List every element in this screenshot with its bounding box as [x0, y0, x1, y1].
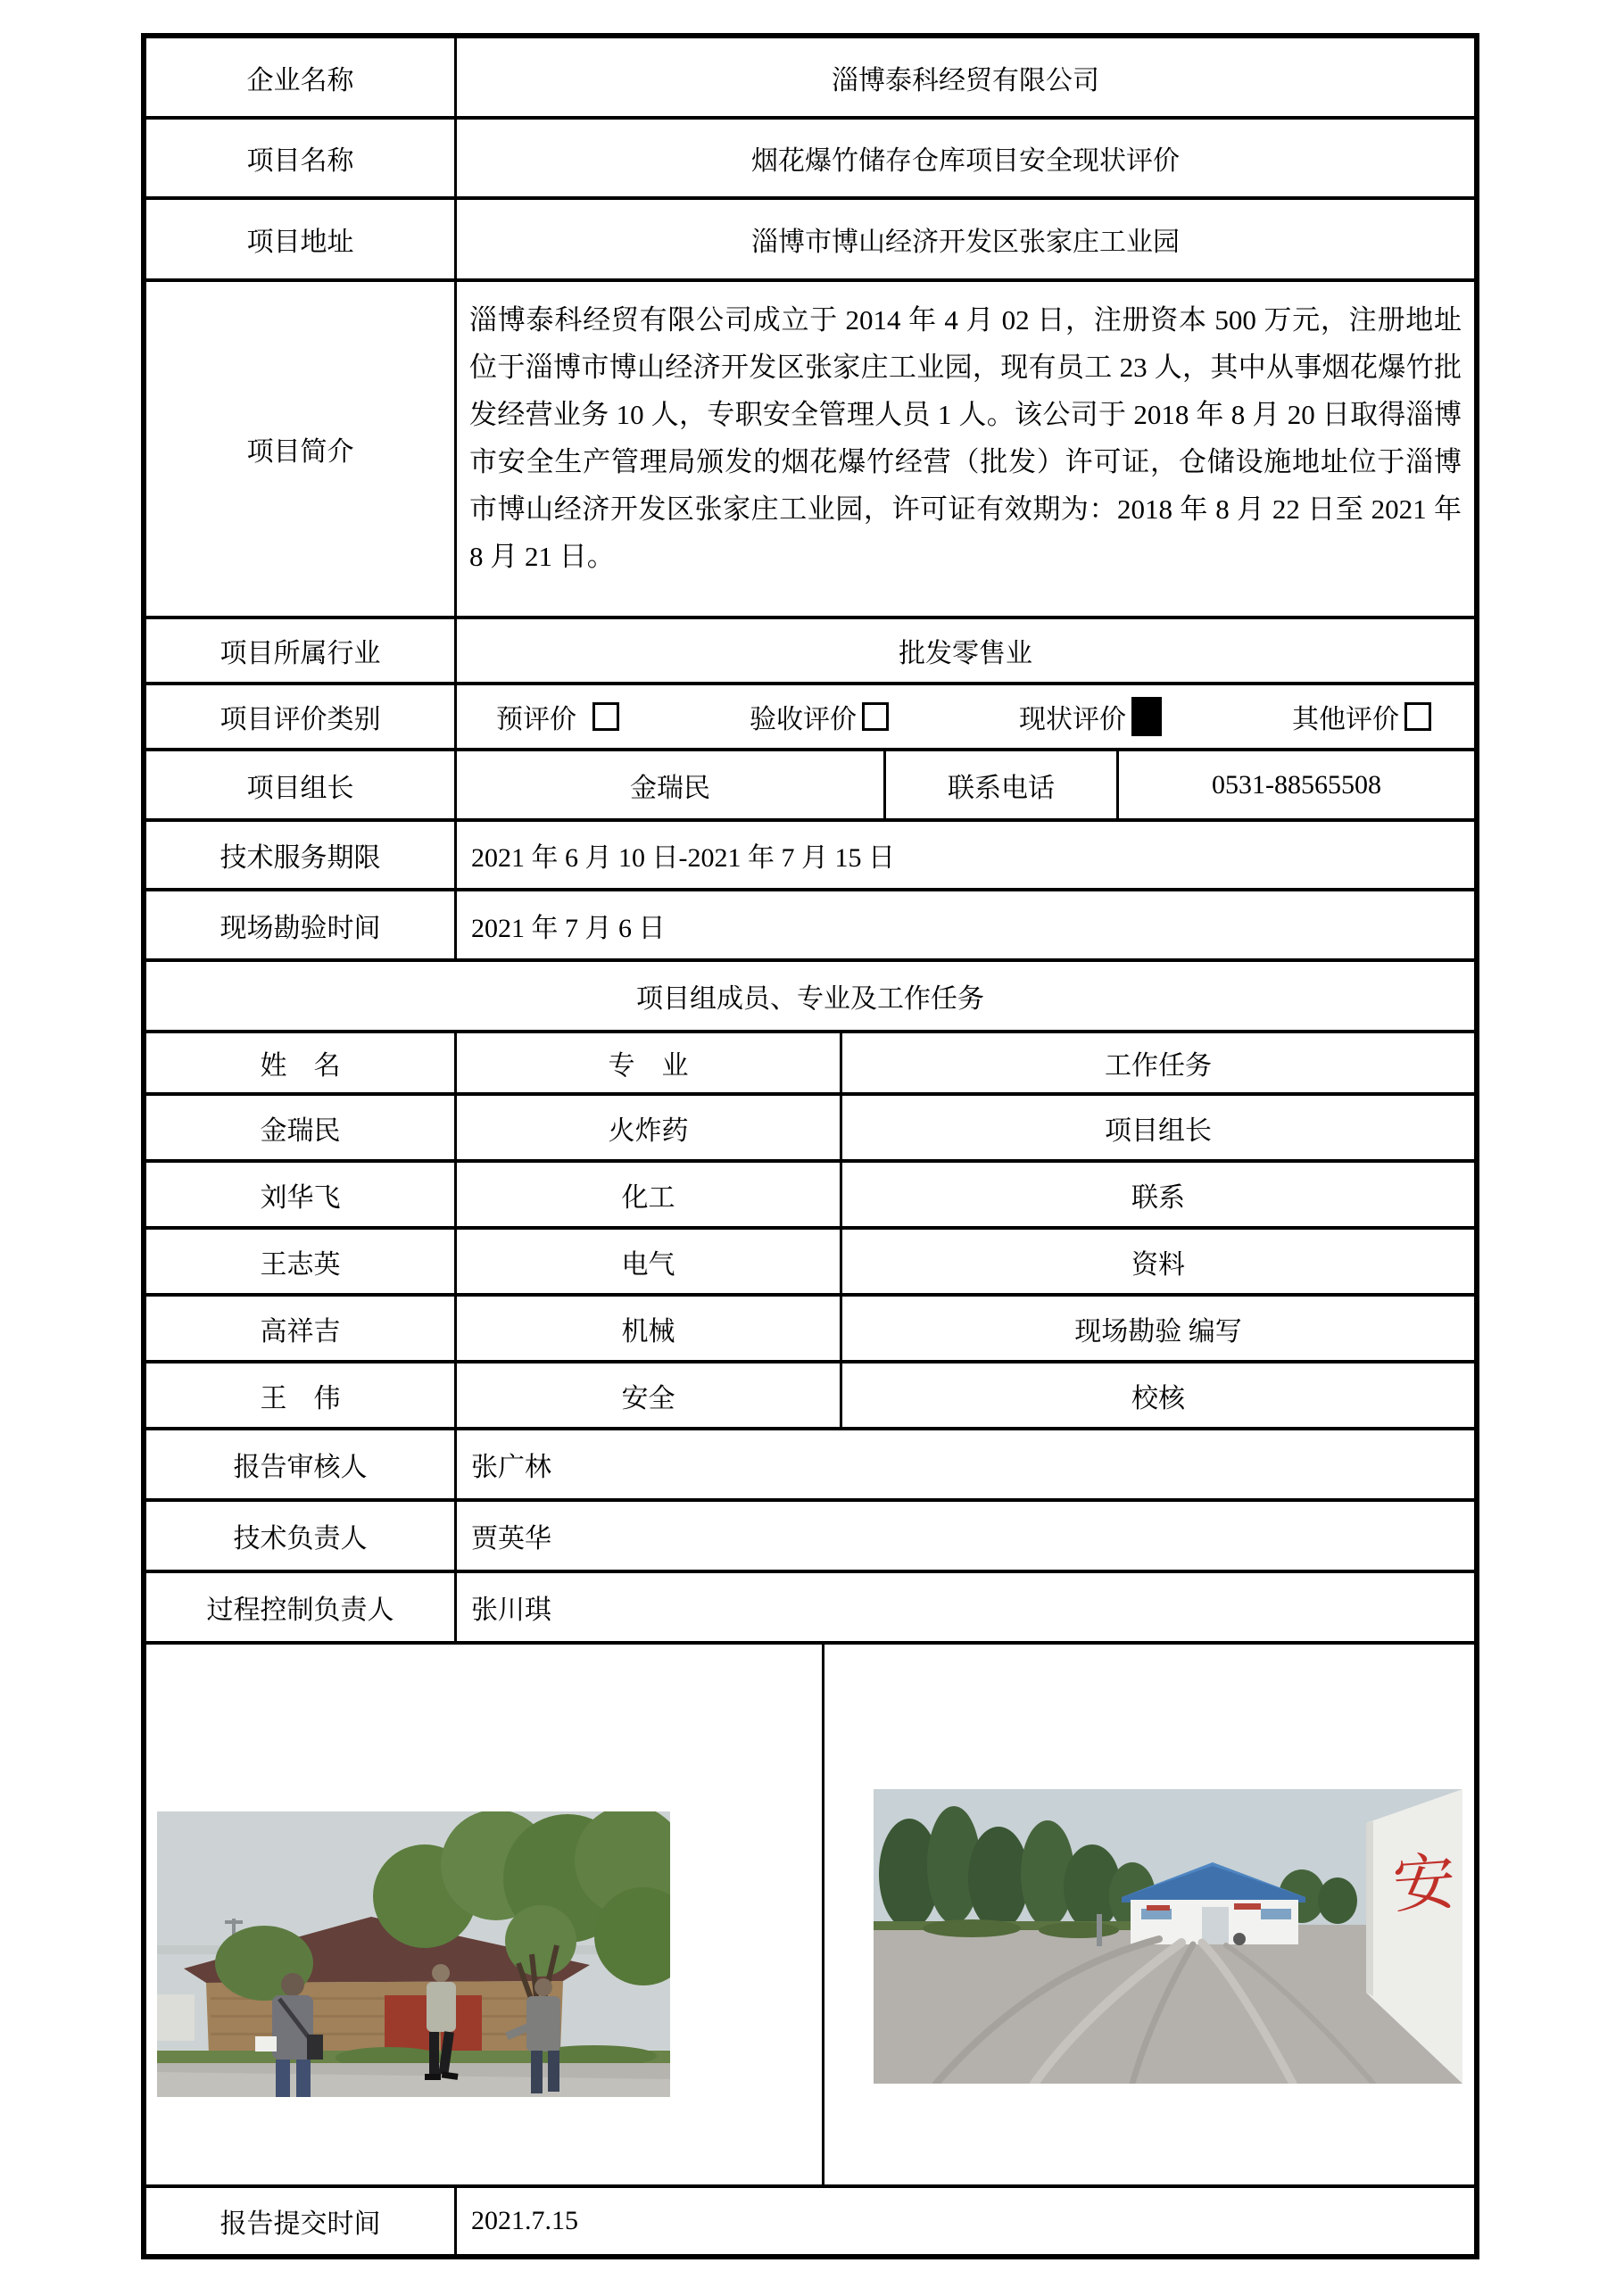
option-status-evaluation-label: 现状评价: [1019, 705, 1126, 734]
member-major: 火炸药: [454, 1096, 840, 1159]
submit-time-value: 2021.7.15: [454, 2188, 1474, 2254]
option-other-evaluation: [1292, 697, 1431, 736]
row-evaluation-category: [146, 685, 1474, 751]
report-info-table: [141, 33, 1479, 2259]
row-service-period: [146, 822, 1474, 891]
row-report-reviewer: [146, 1430, 1474, 1502]
survey-time-label: 现场勘验时间: [220, 913, 381, 943]
member-name: 王志英: [260, 1249, 341, 1280]
row-submit-time: [146, 2188, 1474, 2254]
row-project-leader: [146, 751, 1474, 822]
row-team-section-title: [146, 962, 1474, 1033]
checkbox-other-evaluation-unchecked: [1404, 702, 1431, 731]
team-section-title: 项目组成员、专业及工作任务: [636, 984, 984, 1014]
option-acceptance-evaluation: [750, 697, 889, 736]
table-row-member-2: [146, 1163, 1474, 1230]
option-pre-evaluation: [496, 697, 619, 736]
checkbox-status-evaluation-checked: [1131, 697, 1162, 736]
project-intro-paragraph: 淄博泰科经贸有限公司成立于 2014 年 4 月 02 日，注册资本 500 万元，注册地址位于淄博市博山经济开发区张家庄工业园，现有员工 23 人，其中从事烟花爆竹批发经营业务 10 人，专职安全管理人员 1 人。该公司于 2018 年 8 月 20 日取得淄博市安全生产管理局颁发的烟花爆竹经营（批发）许可证，仓储设施地址位于淄博市博山经济开发区张家庄工业园，许可证有效期为：2018 年 8 月 22 日至 2021 年 8 月 21 日。: [454, 282, 1474, 616]
member-task: 校核: [840, 1364, 1474, 1427]
member-name: 金瑞民: [260, 1115, 341, 1146]
table-row-member-3: [146, 1230, 1474, 1297]
industry-label: 项目所属行业: [220, 639, 381, 668]
row-site-photos: [146, 1645, 1474, 2188]
checkbox-pre-evaluation-unchecked: [592, 702, 619, 731]
member-major: 化工: [454, 1163, 840, 1226]
company-name-value: 淄博泰科经贸有限公司: [454, 38, 1474, 116]
option-pre-evaluation-label: 预评价: [496, 705, 576, 734]
member-major: 电气: [454, 1230, 840, 1293]
warehouse-yard-photo: [874, 1789, 1462, 2084]
wall-text-an: 安: [1390, 1848, 1458, 1921]
service-period-label: 技术服务期限: [220, 843, 381, 873]
team-header-task: 工作任务: [840, 1033, 1474, 1092]
technical-lead-value: 贾英华: [454, 1502, 1474, 1570]
option-acceptance-evaluation-label: 验收评价: [750, 705, 857, 734]
project-leader-label: 项目组长: [246, 773, 354, 803]
member-name: 刘华飞: [260, 1182, 341, 1213]
row-project-address: [146, 200, 1474, 282]
site-photo-cell-left: [146, 1645, 822, 2184]
member-task: 资料: [840, 1230, 1474, 1293]
submit-time-label: 报告提交时间: [220, 2209, 381, 2239]
site-photo-cell-right: [822, 1645, 1474, 2184]
evaluation-category-label: 项目评价类别: [220, 705, 381, 734]
team-header-major: 专 业: [454, 1033, 840, 1092]
project-name-value: 烟花爆竹储存仓库项目安全现状评价: [454, 120, 1474, 196]
survey-time-value: 2021 年 7 月 6 日: [454, 891, 1474, 958]
row-project-name: [146, 120, 1474, 200]
industry-value: 批发零售业: [454, 619, 1474, 682]
member-major: 机械: [454, 1297, 840, 1360]
checkbox-acceptance-evaluation-unchecked: [862, 702, 889, 731]
report-reviewer-label: 报告审核人: [233, 1453, 368, 1482]
row-project-intro: [146, 282, 1474, 619]
project-intro-label: 项目简介: [246, 437, 354, 467]
evaluation-category-options: [454, 685, 1474, 748]
service-period-value: 2021 年 6 月 10 日-2021 年 7 月 15 日: [454, 822, 1474, 888]
row-technical-lead: [146, 1502, 1474, 1573]
process-control-value: 张川琪: [454, 1573, 1474, 1641]
process-control-label: 过程控制负责人: [206, 1596, 394, 1625]
project-address-label: 项目地址: [246, 228, 354, 257]
member-task: 项目组长: [840, 1096, 1474, 1159]
project-address-value: 淄博市博山经济开发区张家庄工业园: [454, 200, 1474, 278]
site-inspection-photo-graphic: [157, 1811, 670, 2097]
option-status-evaluation: [1019, 697, 1162, 736]
table-row-member-1: [146, 1096, 1474, 1163]
row-company: [146, 38, 1474, 120]
warehouse-yard-photo-graphic: [874, 1789, 1462, 2084]
row-process-control: [146, 1573, 1474, 1645]
site-inspection-photo: [157, 1811, 670, 2097]
member-task: 现场勘验 编写: [840, 1297, 1474, 1360]
option-other-evaluation-label: 其他评价: [1292, 705, 1399, 734]
member-task: 联系: [840, 1163, 1474, 1226]
table-row-member-4: [146, 1297, 1474, 1364]
project-name-label: 项目名称: [246, 146, 354, 176]
member-name: 高祥吉: [260, 1316, 341, 1347]
contact-phone-label: 联系电话: [883, 751, 1116, 818]
company-name-label: 企业名称: [246, 65, 354, 95]
row-industry: [146, 619, 1474, 685]
report-reviewer-value: 张广林: [454, 1430, 1474, 1498]
row-survey-time: [146, 891, 1474, 962]
technical-lead-label: 技术负责人: [233, 1524, 368, 1554]
row-team-header: [146, 1033, 1474, 1096]
table-row-member-5: [146, 1364, 1474, 1430]
team-header-name: 姓 名: [260, 1051, 341, 1081]
contact-phone-value: 0531-88565508: [1116, 751, 1474, 818]
member-name: 王 伟: [260, 1383, 341, 1413]
member-major: 安全: [454, 1364, 840, 1427]
project-leader-value: 金瑞民: [454, 751, 883, 818]
